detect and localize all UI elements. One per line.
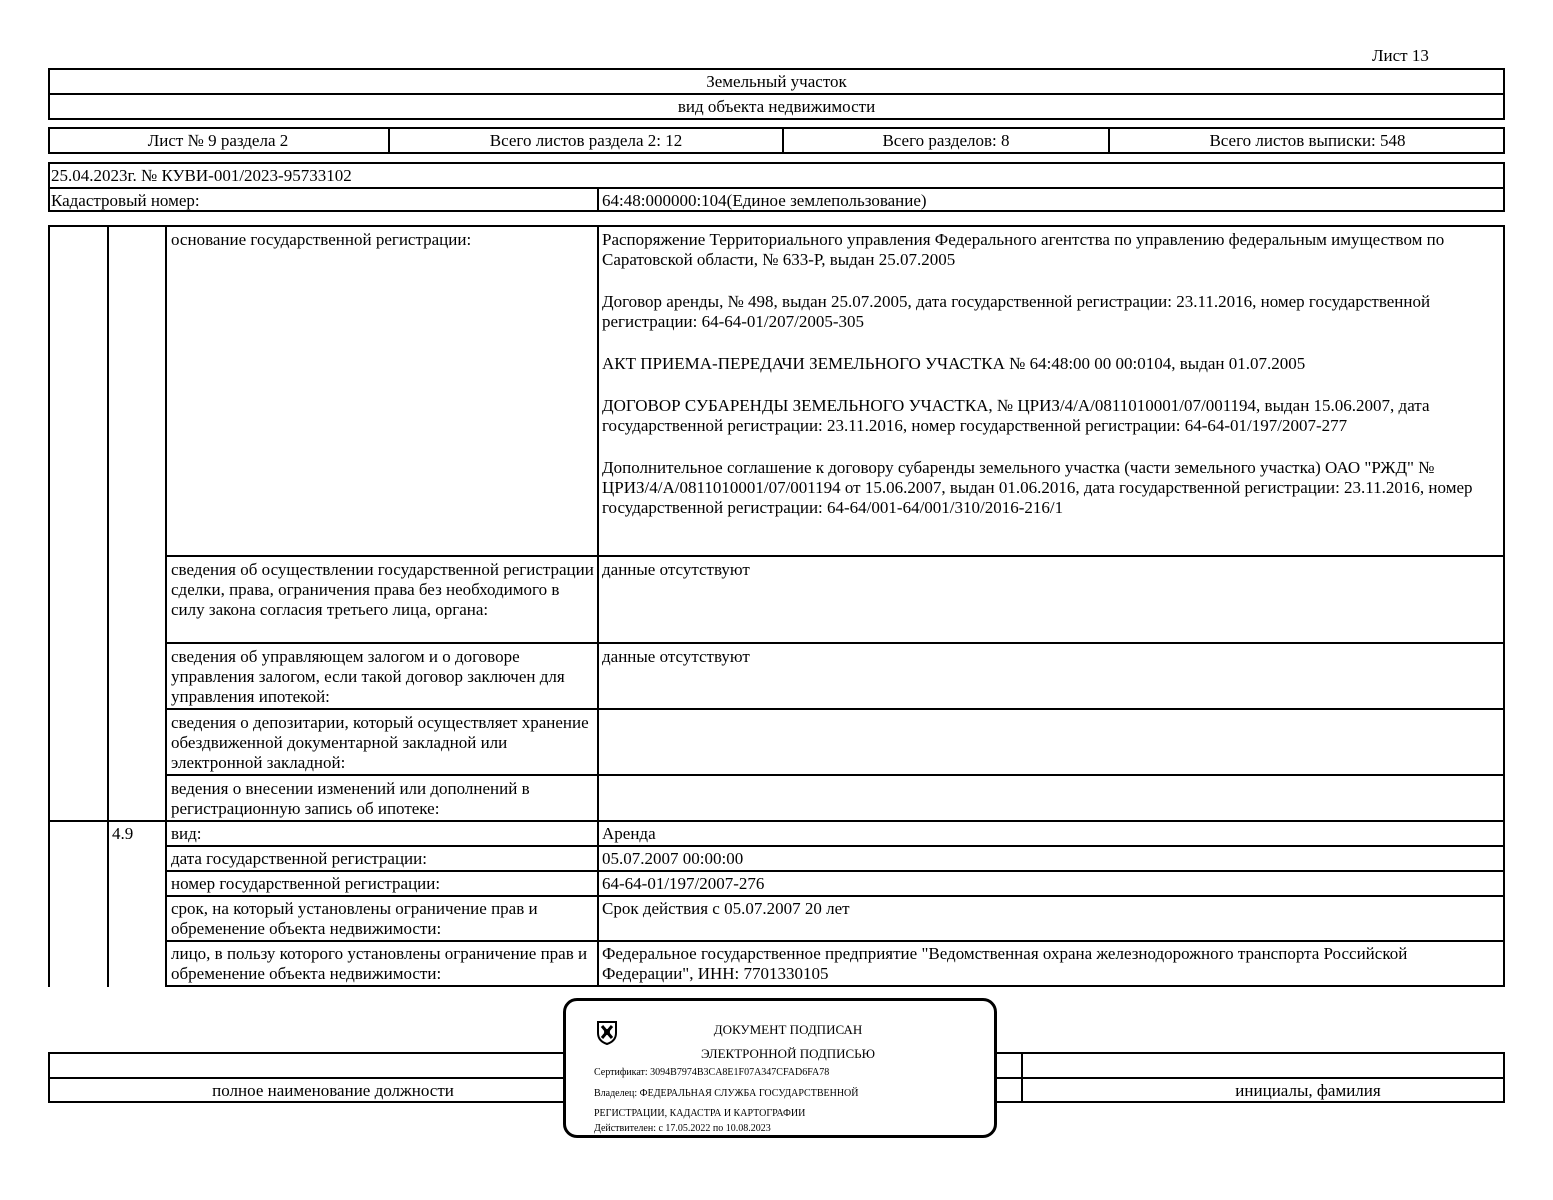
term-label: срок, на который установлены ограничение прав и обременение объекта недвижимости: <box>171 899 538 938</box>
reg-date-value: 05.07.2007 00:00:00 <box>602 849 744 868</box>
initials-caption: инициалы, фамилия <box>1235 1081 1381 1100</box>
table-col-divider <box>597 225 599 987</box>
pledge-value: данные отсутствуют <box>602 647 750 666</box>
stamp-certificate: Сертификат: 3094B7974B3CA8E1F07A347CFAD6FA78 <box>594 1067 830 1078</box>
position-caption: полное наименование должности <box>212 1081 454 1100</box>
cadastral-divider <box>597 187 599 212</box>
reg-number-value: 64-64-01/197/2007-276 <box>602 874 765 893</box>
signature-stamp <box>563 998 997 1138</box>
sheet-number: Лист № 9 раздела 2 <box>147 131 289 150</box>
reg-date-label: дата государственной регистрации: <box>171 849 427 868</box>
cadastral-label: Кадастровый номер: <box>51 191 200 210</box>
basis-item: Распоряжение Территориального управления Федерального агентства по управлению федеральным имуществом по Саратовской области, № 633-Р, выдан 25.07.2005 <box>602 230 1445 269</box>
row-divider <box>165 642 1505 644</box>
header-divider <box>48 93 1505 95</box>
basis-item: ДОГОВОР СУБАРЕНДЫ ЗЕМЕЛЬНОГО УЧАСТКА, № ЦРИЗ/4/А/0811010001/07/001194, выдан 15.06.2007, дата государственной регистрации: 23.11.2016, номер государственной регистрации: 64-64-01/197/2007-277 <box>602 396 1430 435</box>
row-divider <box>165 708 1505 710</box>
stamp-owner-line-2: РЕГИСТРАЦИИ, КАДАСТРА И КАРТОГРАФИИ <box>594 1108 806 1119</box>
kind-label: вид: <box>171 824 202 843</box>
extract-divider <box>48 187 1505 189</box>
changes-label: ведения о внесении изменений или дополнений в регистрационную запись об ипотеке: <box>171 779 530 818</box>
kind-value: Аренда <box>602 824 656 843</box>
consent-label: сведения об осуществлении государственной регистрации сделки, права, ограничения права без необходимого в силу закона согласия третьего лица, органа: <box>171 560 594 619</box>
row-divider <box>165 555 1505 557</box>
basis-item: Дополнительное соглашение к договору субаренды земельного участка (части земельного участка) ОАО "РЖД" № ЦРИЗ/4/А/0811010001/07/001194 от 15.06.2007, выдан 01.06.2016, дата государственной регистрации: 23.11.2016, номер государственной регистрации: 64-64/001-64/001/310/2016-216/1 <box>602 458 1473 517</box>
stamp-line-1: ДОКУМЕНТ ПОДПИСАН <box>713 1022 863 1037</box>
item-number: 4.9 <box>112 824 134 843</box>
basis-label: основание государственной регистрации: <box>171 230 472 249</box>
basis-values <box>602 230 1497 518</box>
table-col-divider <box>165 225 167 987</box>
stamp-valid: Действителен: с 17.05.2022 по 10.08.2023 <box>594 1123 771 1134</box>
basis-item: Договор аренды, № 498, выдан 25.07.2005, дата государственной регистрации: 23.11.2016, номер государственной регистрации: 64-64-01/207/2005-305 <box>602 292 1431 331</box>
table-col-divider <box>107 225 109 987</box>
row-divider <box>165 895 1505 897</box>
row-divider-item <box>48 820 1505 822</box>
row-divider <box>165 870 1505 872</box>
table-right-border <box>1503 225 1505 987</box>
term-value: Срок действия с 05.07.2007 20 лет <box>602 899 850 918</box>
consent-value: данные отсутствуют <box>602 560 750 579</box>
depositary-label: сведения о депозитарии, который осуществляет хранение обездвиженной документарной закладной или электронной закладной: <box>171 713 589 772</box>
extract-date-number: 25.04.2023г. № КУВИ-001/2023-95733102 <box>51 166 352 185</box>
total-section-sheets: Всего листов раздела 2: 12 <box>489 131 683 150</box>
row-divider <box>165 940 1505 942</box>
cadastral-value: 64:48:000000:104(Единое землепользование) <box>602 191 927 210</box>
reg-number-label: номер государственной регистрации: <box>171 874 441 893</box>
pledge-label: сведения об управляющем залогом и о договоре управления залогом, если такой договор заключен для управления ипотекой: <box>171 647 565 706</box>
basis-item: АКТ ПРИЕМА-ПЕРЕДАЧИ ЗЕМЕЛЬНОГО УЧАСТКА № 64:48:00 00 00:0104, выдан 01.07.2005 <box>602 354 1306 373</box>
object-type: Земельный участок <box>706 72 847 91</box>
total-sections: Всего разделов: 8 <box>882 131 1010 150</box>
total-extract-sheets: Всего листов выписки: 548 <box>1209 131 1406 150</box>
beneficiary-label: лицо, в пользу которого установлены ограничение прав и обременение объекта недвижимости: <box>171 944 588 983</box>
table-left-border <box>48 225 50 987</box>
stamp-owner-line-1: Владелец: ФЕДЕРАЛЬНАЯ СЛУЖБА ГОСУДАРСТВЕННОЙ <box>594 1088 859 1099</box>
row-divider <box>165 774 1505 776</box>
table-bottom-border <box>165 985 1505 987</box>
sheet-label: Лист 13 <box>1372 46 1429 65</box>
table-top-border <box>48 225 1505 227</box>
beneficiary-value: Федеральное государственное предприятие "Ведомственная охрана железнодорожного транспорта Российской Федерации", ИНН: 7701330105 <box>602 944 1408 983</box>
object-type-caption: вид объекта недвижимости <box>677 97 876 116</box>
row-divider <box>165 845 1505 847</box>
stamp-line-2: ЭЛЕКТРОННОЙ ПОДПИСЬЮ <box>701 1046 875 1061</box>
